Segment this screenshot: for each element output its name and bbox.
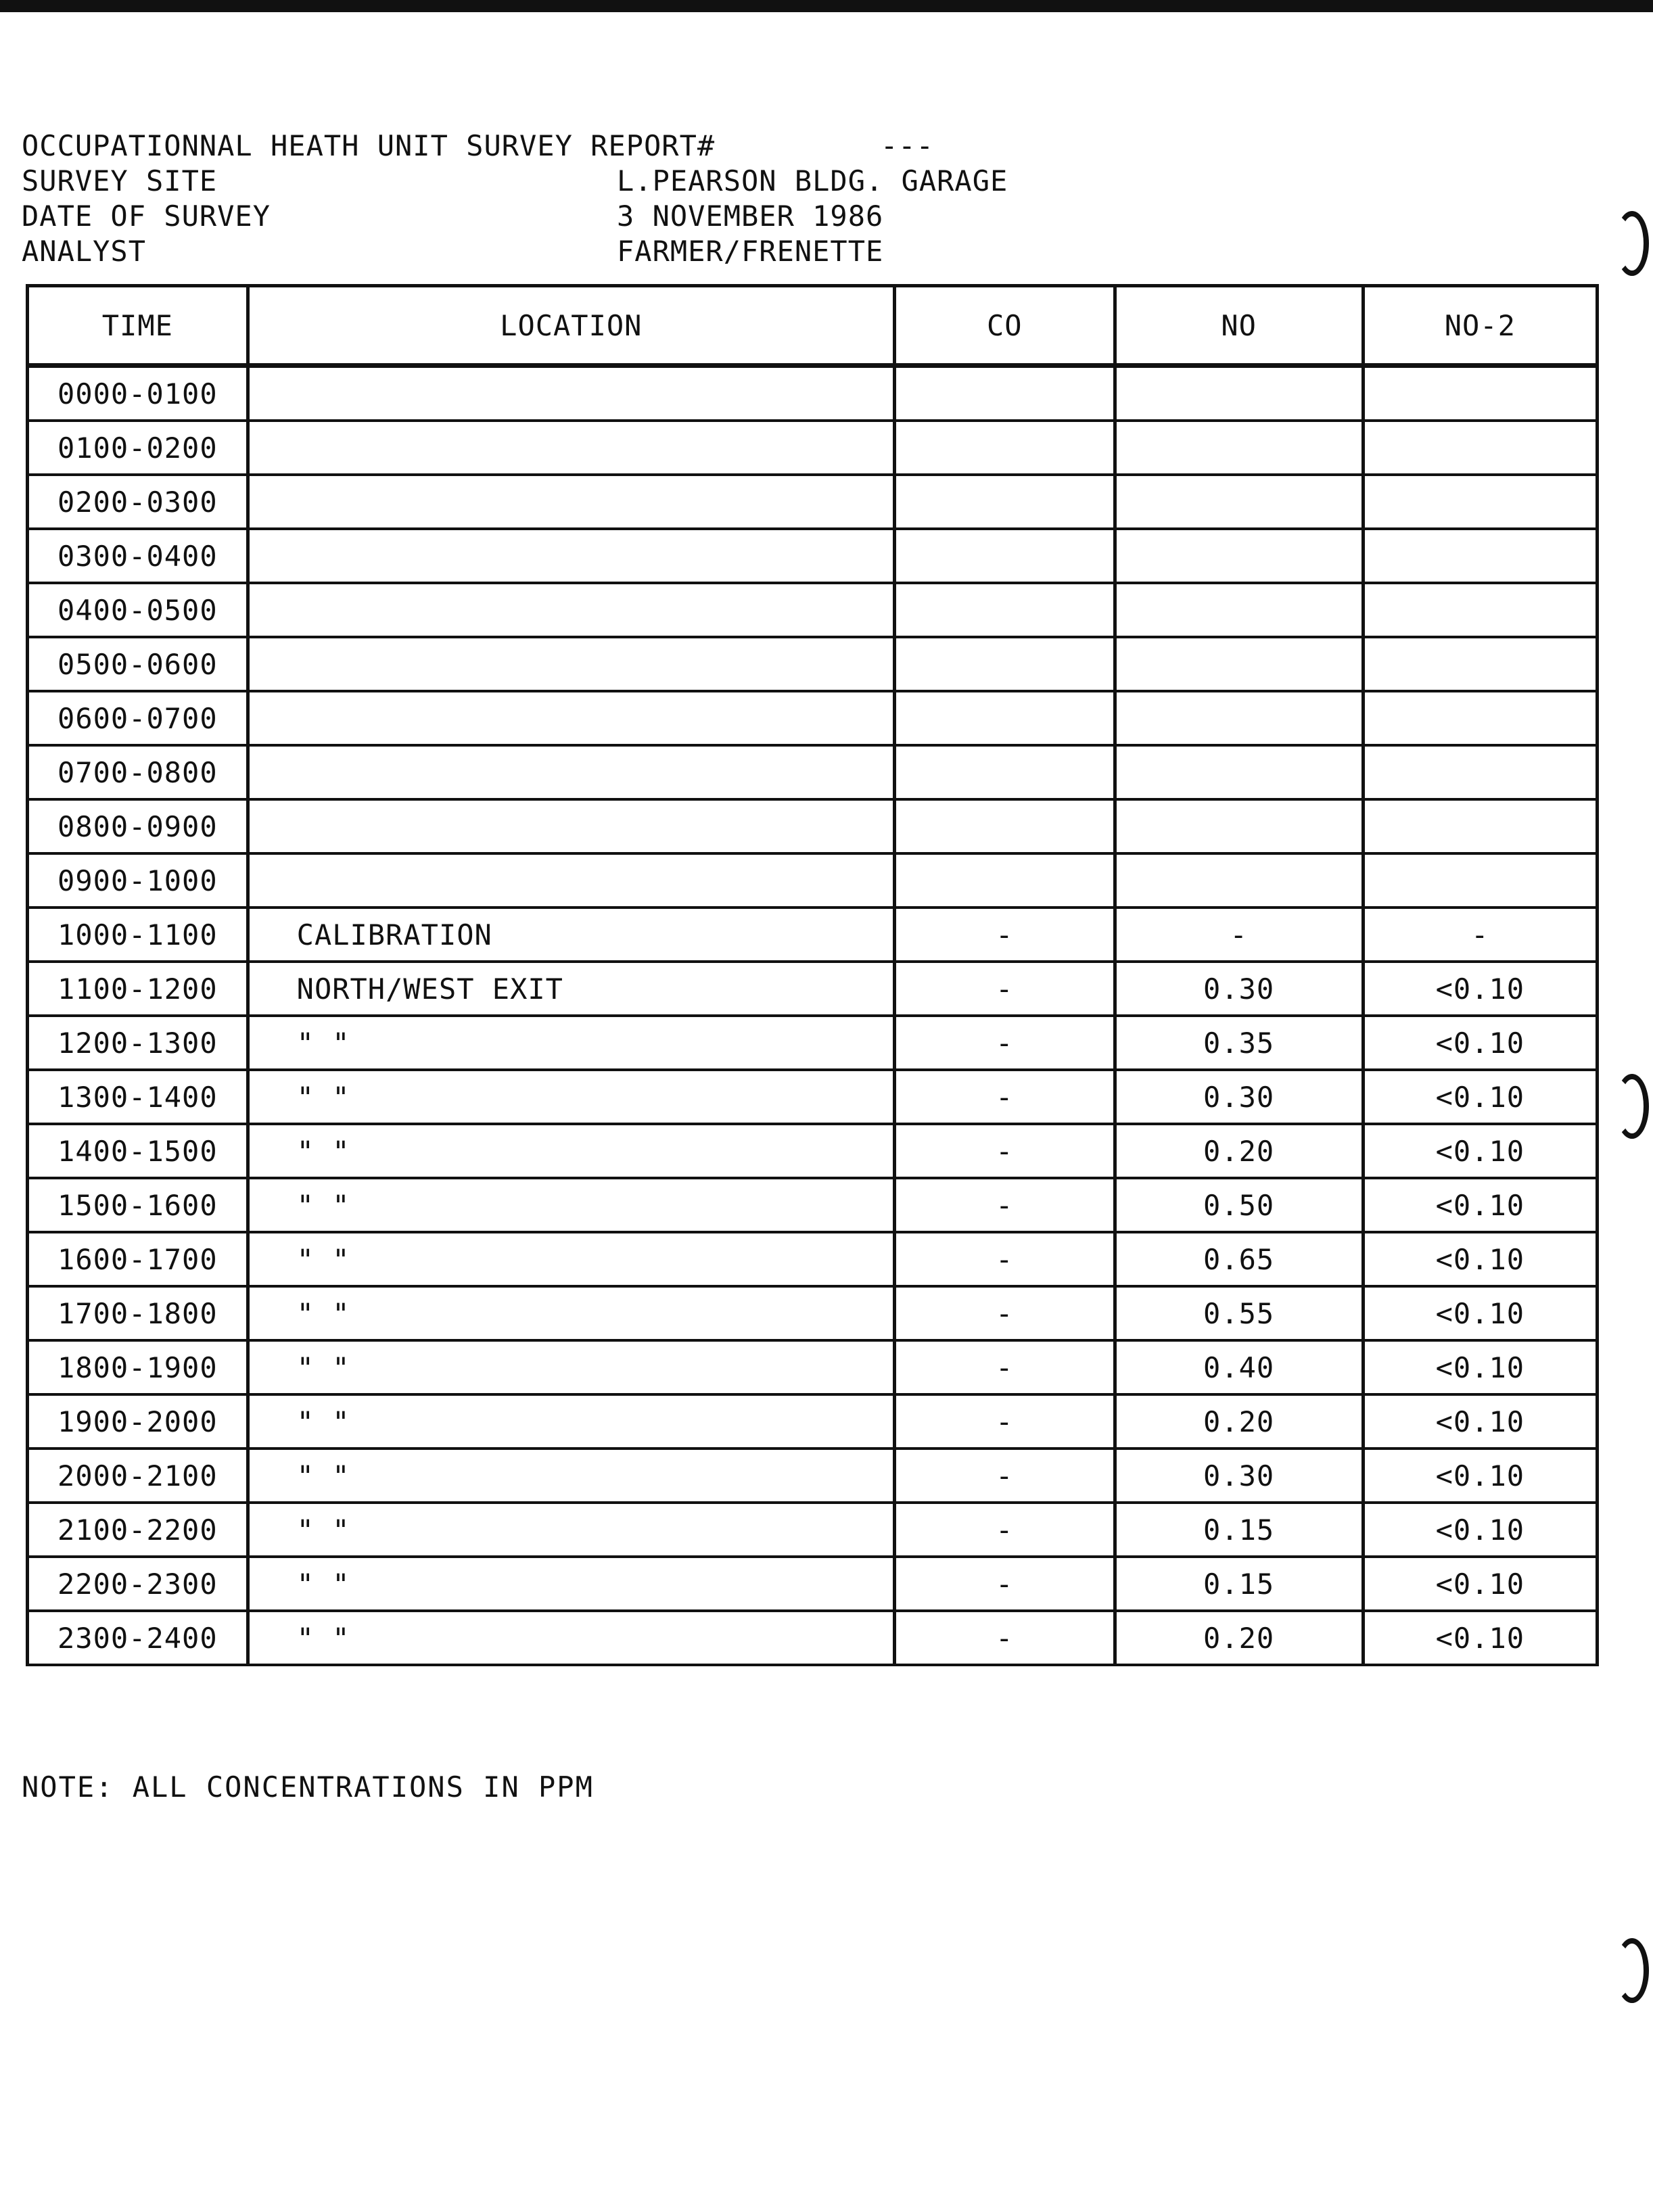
table-row bbox=[28, 799, 1598, 853]
table-row bbox=[28, 962, 1598, 1016]
table-row bbox=[28, 637, 1598, 691]
table-row bbox=[28, 1503, 1598, 1557]
cell-no2 bbox=[1363, 529, 1597, 583]
cell-co: - bbox=[894, 1286, 1115, 1340]
cell-co: - bbox=[894, 1557, 1115, 1611]
concentration-note: NOTE: ALL CONCENTRATIONS IN PPM bbox=[22, 1770, 594, 1804]
cell-no: 0.35 bbox=[1115, 1016, 1363, 1070]
cell-time: 1500-1600 bbox=[28, 1178, 248, 1232]
cell-location: " " bbox=[248, 1340, 894, 1394]
table-row bbox=[28, 1124, 1598, 1178]
table-header-row bbox=[28, 286, 1598, 366]
cell-location: " " bbox=[248, 1503, 894, 1557]
cell-no bbox=[1115, 475, 1363, 529]
cell-location: CALIBRATION bbox=[248, 908, 894, 962]
cell-location bbox=[248, 691, 894, 745]
cell-co bbox=[894, 366, 1115, 421]
cell-no bbox=[1115, 637, 1363, 691]
cell-location: " " bbox=[248, 1557, 894, 1611]
column-header-location: LOCATION bbox=[248, 286, 894, 366]
cell-co bbox=[894, 853, 1115, 908]
cell-time: 1800-1900 bbox=[28, 1340, 248, 1394]
cell-co: - bbox=[894, 1070, 1115, 1124]
survey-site-value: L.PEARSON BLDG. GARAGE bbox=[617, 164, 1008, 197]
cell-time: 1900-2000 bbox=[28, 1394, 248, 1449]
survey-date-label: DATE OF SURVEY bbox=[22, 199, 271, 233]
cell-location: " " bbox=[248, 1449, 894, 1503]
cell-time: 0200-0300 bbox=[28, 475, 248, 529]
column-header-time: TIME bbox=[28, 286, 248, 366]
cell-no2: <0.10 bbox=[1363, 1070, 1597, 1124]
table-row bbox=[28, 1232, 1598, 1286]
cell-location: " " bbox=[248, 1286, 894, 1340]
cell-no: - bbox=[1115, 908, 1363, 962]
cell-no2 bbox=[1363, 853, 1597, 908]
cell-no bbox=[1115, 529, 1363, 583]
survey-date-value: 3 NOVEMBER 1986 bbox=[617, 199, 884, 233]
report-number: --- bbox=[881, 129, 934, 162]
survey-data-table bbox=[26, 284, 1599, 1666]
cell-no: 0.30 bbox=[1115, 962, 1363, 1016]
table-row bbox=[28, 745, 1598, 799]
binder-hole-mark bbox=[1615, 211, 1649, 276]
table-row bbox=[28, 1611, 1598, 1665]
cell-no: 0.55 bbox=[1115, 1286, 1363, 1340]
cell-no2: <0.10 bbox=[1363, 1611, 1597, 1665]
cell-no: 0.65 bbox=[1115, 1232, 1363, 1286]
cell-no2: <0.10 bbox=[1363, 1503, 1597, 1557]
cell-location: " " bbox=[248, 1232, 894, 1286]
cell-no2: <0.10 bbox=[1363, 1232, 1597, 1286]
analyst-value: FARMER/FRENETTE bbox=[617, 235, 884, 268]
cell-no bbox=[1115, 583, 1363, 637]
cell-time: 2100-2200 bbox=[28, 1503, 248, 1557]
table-row bbox=[28, 1449, 1598, 1503]
cell-no bbox=[1115, 745, 1363, 799]
cell-no: 0.15 bbox=[1115, 1503, 1363, 1557]
cell-time: 0800-0900 bbox=[28, 799, 248, 853]
table-row bbox=[28, 908, 1598, 962]
cell-time: 1400-1500 bbox=[28, 1124, 248, 1178]
cell-co: - bbox=[894, 1232, 1115, 1286]
cell-no2: <0.10 bbox=[1363, 1394, 1597, 1449]
cell-no2: <0.10 bbox=[1363, 1016, 1597, 1070]
cell-co: - bbox=[894, 1124, 1115, 1178]
cell-no2: <0.10 bbox=[1363, 962, 1597, 1016]
cell-no2: <0.10 bbox=[1363, 1286, 1597, 1340]
cell-time: 1300-1400 bbox=[28, 1070, 248, 1124]
cell-time: 0500-0600 bbox=[28, 637, 248, 691]
table-row bbox=[28, 583, 1598, 637]
cell-location: " " bbox=[248, 1394, 894, 1449]
cell-co bbox=[894, 421, 1115, 475]
cell-co bbox=[894, 529, 1115, 583]
binder-hole-mark bbox=[1615, 1074, 1649, 1139]
cell-co bbox=[894, 799, 1115, 853]
cell-no2 bbox=[1363, 745, 1597, 799]
cell-location: " " bbox=[248, 1070, 894, 1124]
cell-location bbox=[248, 366, 894, 421]
cell-no2: <0.10 bbox=[1363, 1124, 1597, 1178]
cell-time: 0700-0800 bbox=[28, 745, 248, 799]
cell-co: - bbox=[894, 1449, 1115, 1503]
cell-no bbox=[1115, 366, 1363, 421]
cell-time: 0000-0100 bbox=[28, 366, 248, 421]
cell-co bbox=[894, 745, 1115, 799]
cell-time: 0300-0400 bbox=[28, 529, 248, 583]
cell-no: 0.50 bbox=[1115, 1178, 1363, 1232]
cell-time: 0600-0700 bbox=[28, 691, 248, 745]
cell-no: 0.20 bbox=[1115, 1611, 1363, 1665]
cell-time: 1200-1300 bbox=[28, 1016, 248, 1070]
cell-no2: <0.10 bbox=[1363, 1449, 1597, 1503]
cell-time: 0100-0200 bbox=[28, 421, 248, 475]
cell-location: " " bbox=[248, 1178, 894, 1232]
cell-co: - bbox=[894, 1340, 1115, 1394]
cell-no bbox=[1115, 853, 1363, 908]
analyst-label: ANALYST bbox=[22, 235, 147, 268]
column-header-no2: NO-2 bbox=[1363, 286, 1597, 366]
table-row bbox=[28, 1340, 1598, 1394]
table-row bbox=[28, 1557, 1598, 1611]
cell-location bbox=[248, 853, 894, 908]
cell-location: " " bbox=[248, 1611, 894, 1665]
cell-location bbox=[248, 475, 894, 529]
cell-time: 0400-0500 bbox=[28, 583, 248, 637]
cell-co: - bbox=[894, 962, 1115, 1016]
cell-location bbox=[248, 799, 894, 853]
cell-no2 bbox=[1363, 366, 1597, 421]
cell-time: 2000-2100 bbox=[28, 1449, 248, 1503]
cell-no: 0.30 bbox=[1115, 1070, 1363, 1124]
cell-no2: <0.10 bbox=[1363, 1340, 1597, 1394]
cell-no: 0.20 bbox=[1115, 1124, 1363, 1178]
cell-no2 bbox=[1363, 637, 1597, 691]
cell-no2 bbox=[1363, 799, 1597, 853]
cell-co bbox=[894, 475, 1115, 529]
cell-no2 bbox=[1363, 583, 1597, 637]
cell-co: - bbox=[894, 908, 1115, 962]
cell-co: - bbox=[894, 1503, 1115, 1557]
cell-no2 bbox=[1363, 475, 1597, 529]
cell-co: - bbox=[894, 1611, 1115, 1665]
survey-site-label: SURVEY SITE bbox=[22, 164, 218, 197]
table-row bbox=[28, 366, 1598, 421]
cell-co: - bbox=[894, 1394, 1115, 1449]
table-row bbox=[28, 1286, 1598, 1340]
column-header-co: CO bbox=[894, 286, 1115, 366]
report-title: OCCUPATIONNAL HEATH UNIT SURVEY REPORT# bbox=[22, 129, 716, 162]
table-body bbox=[28, 366, 1598, 1666]
cell-time: 1100-1200 bbox=[28, 962, 248, 1016]
cell-location: " " bbox=[248, 1124, 894, 1178]
cell-no: 0.30 bbox=[1115, 1449, 1363, 1503]
cell-time: 1000-1100 bbox=[28, 908, 248, 962]
cell-co: - bbox=[894, 1178, 1115, 1232]
cell-no2 bbox=[1363, 691, 1597, 745]
cell-no bbox=[1115, 799, 1363, 853]
cell-location: NORTH/WEST EXIT bbox=[248, 962, 894, 1016]
cell-location: " " bbox=[248, 1016, 894, 1070]
cell-no2: - bbox=[1363, 908, 1597, 962]
cell-co bbox=[894, 691, 1115, 745]
table-row bbox=[28, 475, 1598, 529]
table-row bbox=[28, 853, 1598, 908]
cell-co bbox=[894, 637, 1115, 691]
cell-no bbox=[1115, 691, 1363, 745]
table-row bbox=[28, 1070, 1598, 1124]
page-top-edge bbox=[0, 0, 1653, 12]
cell-time: 1600-1700 bbox=[28, 1232, 248, 1286]
cell-time: 0900-1000 bbox=[28, 853, 248, 908]
table-row bbox=[28, 691, 1598, 745]
cell-location bbox=[248, 529, 894, 583]
cell-co: - bbox=[894, 1016, 1115, 1070]
cell-co bbox=[894, 583, 1115, 637]
column-header-no: NO bbox=[1115, 286, 1363, 366]
cell-no: 0.20 bbox=[1115, 1394, 1363, 1449]
cell-no2: <0.10 bbox=[1363, 1557, 1597, 1611]
binder-hole-mark bbox=[1615, 1938, 1649, 2003]
cell-no: 0.40 bbox=[1115, 1340, 1363, 1394]
table-row bbox=[28, 1394, 1598, 1449]
cell-location bbox=[248, 421, 894, 475]
cell-no: 0.15 bbox=[1115, 1557, 1363, 1611]
cell-location bbox=[248, 745, 894, 799]
cell-time: 1700-1800 bbox=[28, 1286, 248, 1340]
table-row bbox=[28, 529, 1598, 583]
table-row bbox=[28, 421, 1598, 475]
cell-no2 bbox=[1363, 421, 1597, 475]
cell-no bbox=[1115, 421, 1363, 475]
table-row bbox=[28, 1016, 1598, 1070]
cell-time: 2300-2400 bbox=[28, 1611, 248, 1665]
cell-location bbox=[248, 583, 894, 637]
cell-no2: <0.10 bbox=[1363, 1178, 1597, 1232]
table-row bbox=[28, 1178, 1598, 1232]
cell-time: 2200-2300 bbox=[28, 1557, 248, 1611]
cell-location bbox=[248, 637, 894, 691]
